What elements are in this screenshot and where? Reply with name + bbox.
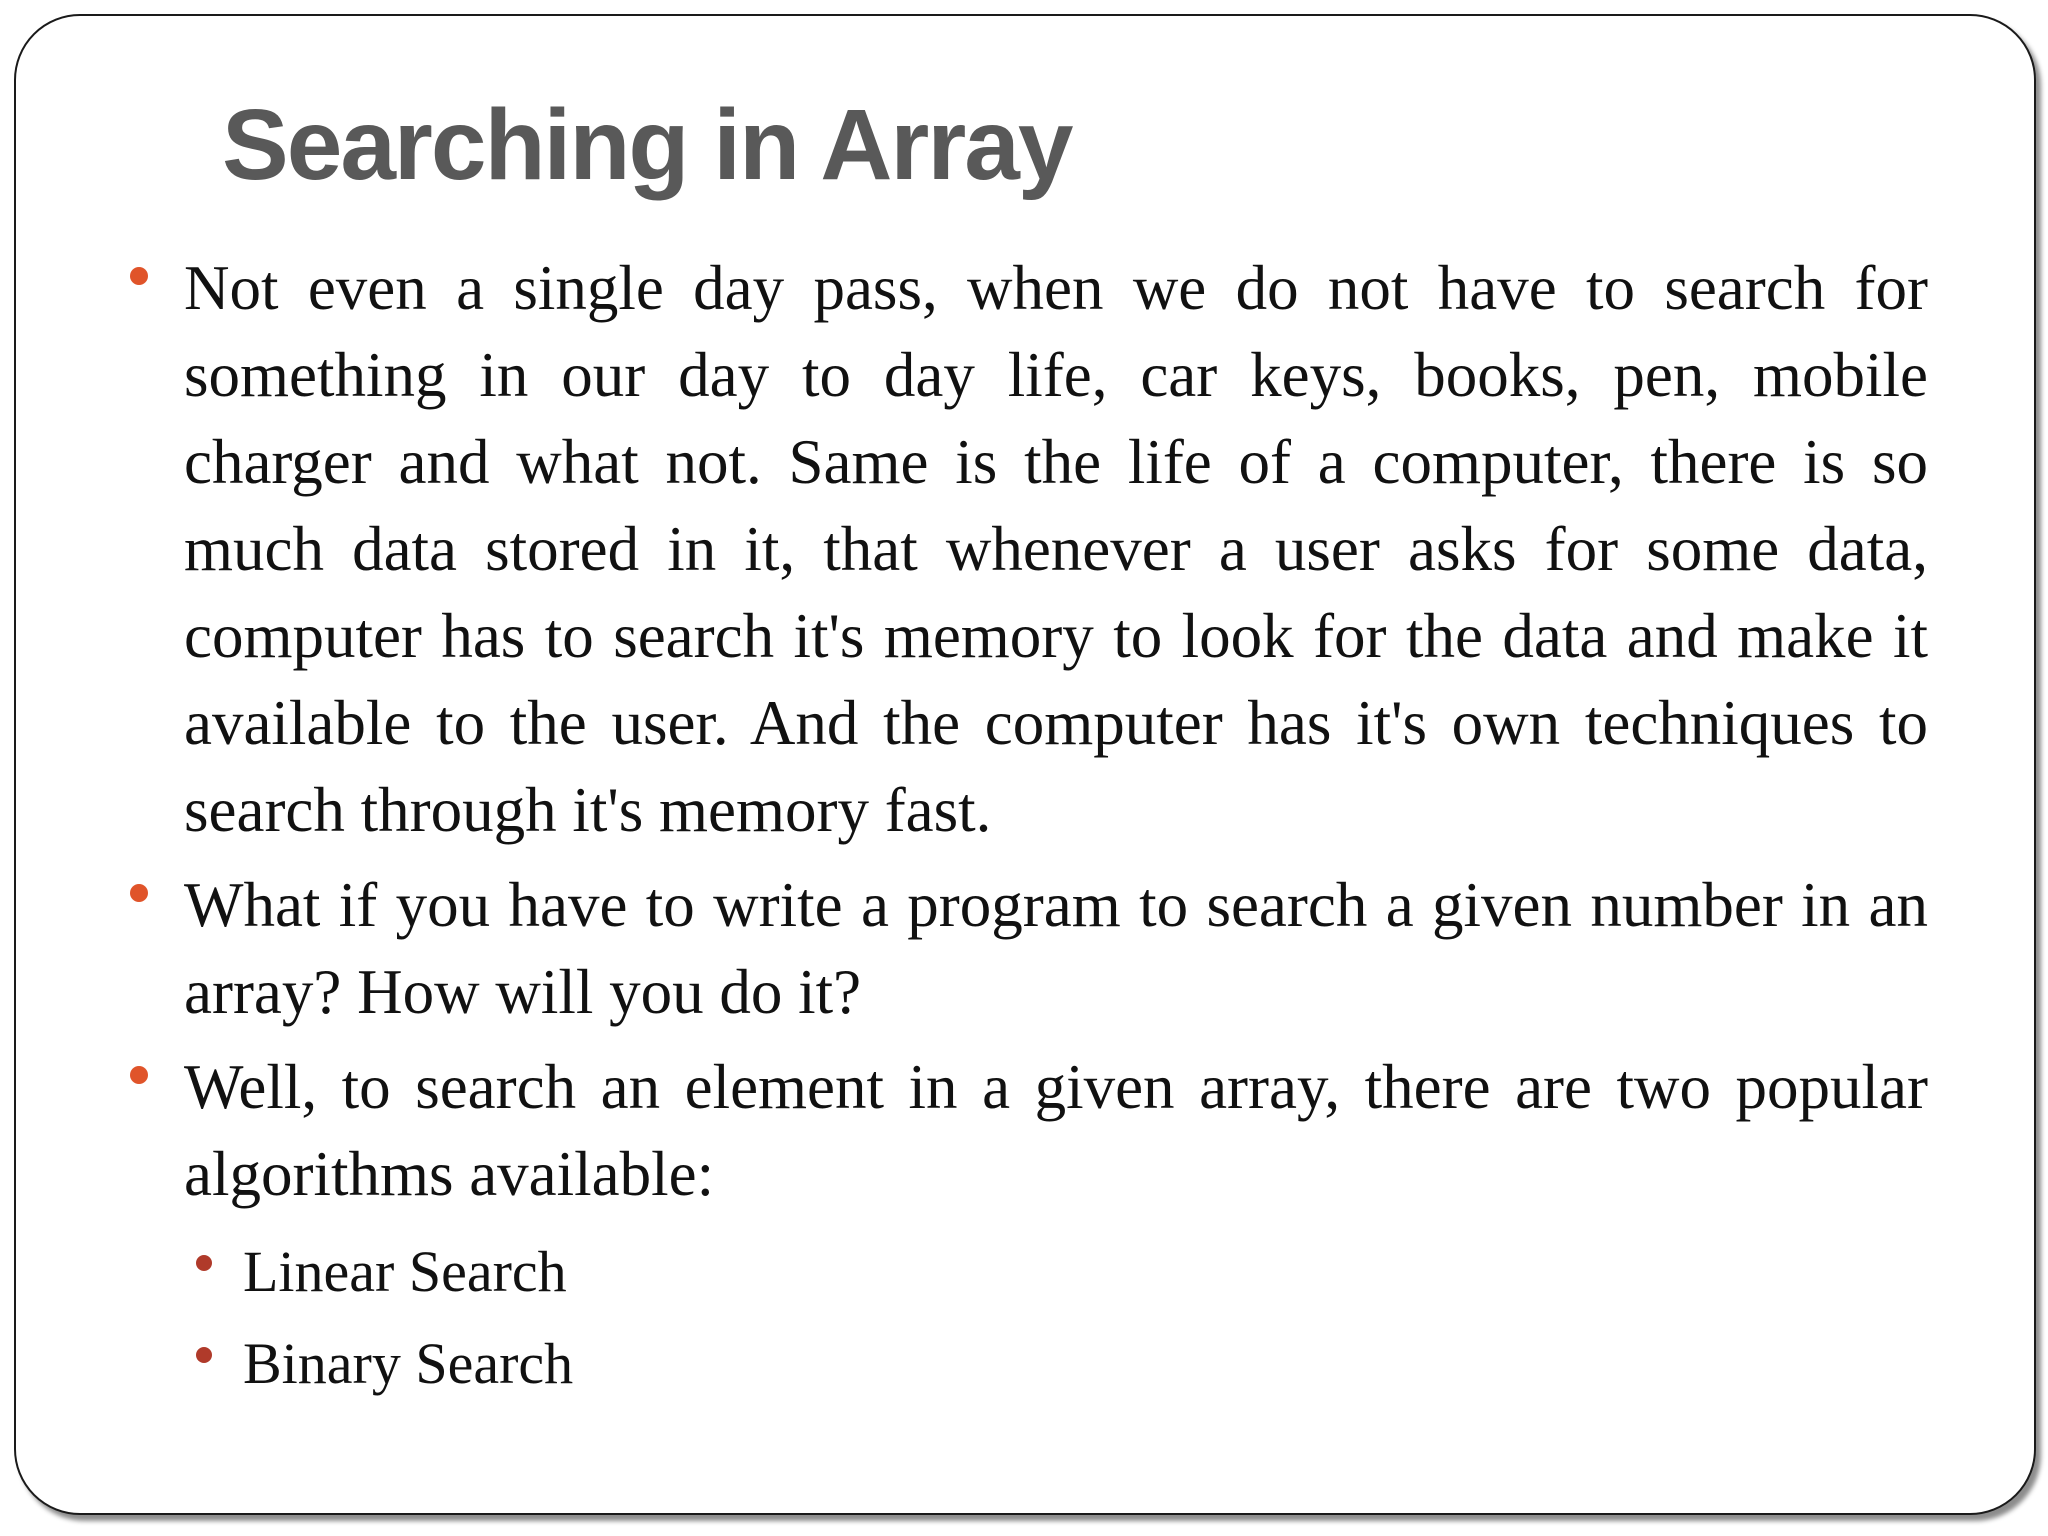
bullet-dot-icon: [130, 884, 148, 902]
bullet-text: Not even a single day pass, when we do not have to search for something in our day to day life, car keys, books, pen, mobile charger and what not. Same is the life of a computer, there is so much data stored in it, that whenever a user asks for some data, computer has to search it's memory to look for the data and make it available to the user. And the computer has it's own techniques to search through it's memory fast.: [184, 253, 1928, 845]
slide-content: [130, 245, 1928, 1410]
sub-bullet-dot-icon: [196, 1255, 212, 1271]
bullet-item: [130, 862, 1928, 1036]
sub-bullet-item: [130, 1226, 1928, 1318]
bullet-text: What if you have to write a program to search a given number in an array? How will you do it?: [184, 870, 1928, 1027]
sub-bullet-text: Binary Search: [243, 1331, 574, 1396]
sub-bullet-dot-icon: [196, 1347, 212, 1363]
sub-bullet-item: [130, 1318, 1928, 1410]
bullet-text: Well, to search an element in a given array, there are two popular algorithms available:: [184, 1052, 1928, 1209]
bullet-item: [130, 245, 1928, 854]
bullet-dot-icon: [130, 1066, 148, 1084]
bullet-dot-icon: [130, 267, 148, 285]
bullet-item: [130, 1044, 1928, 1218]
slide-title: Searching in Array: [222, 89, 1072, 201]
sub-bullet-text: Linear Search: [243, 1239, 567, 1304]
